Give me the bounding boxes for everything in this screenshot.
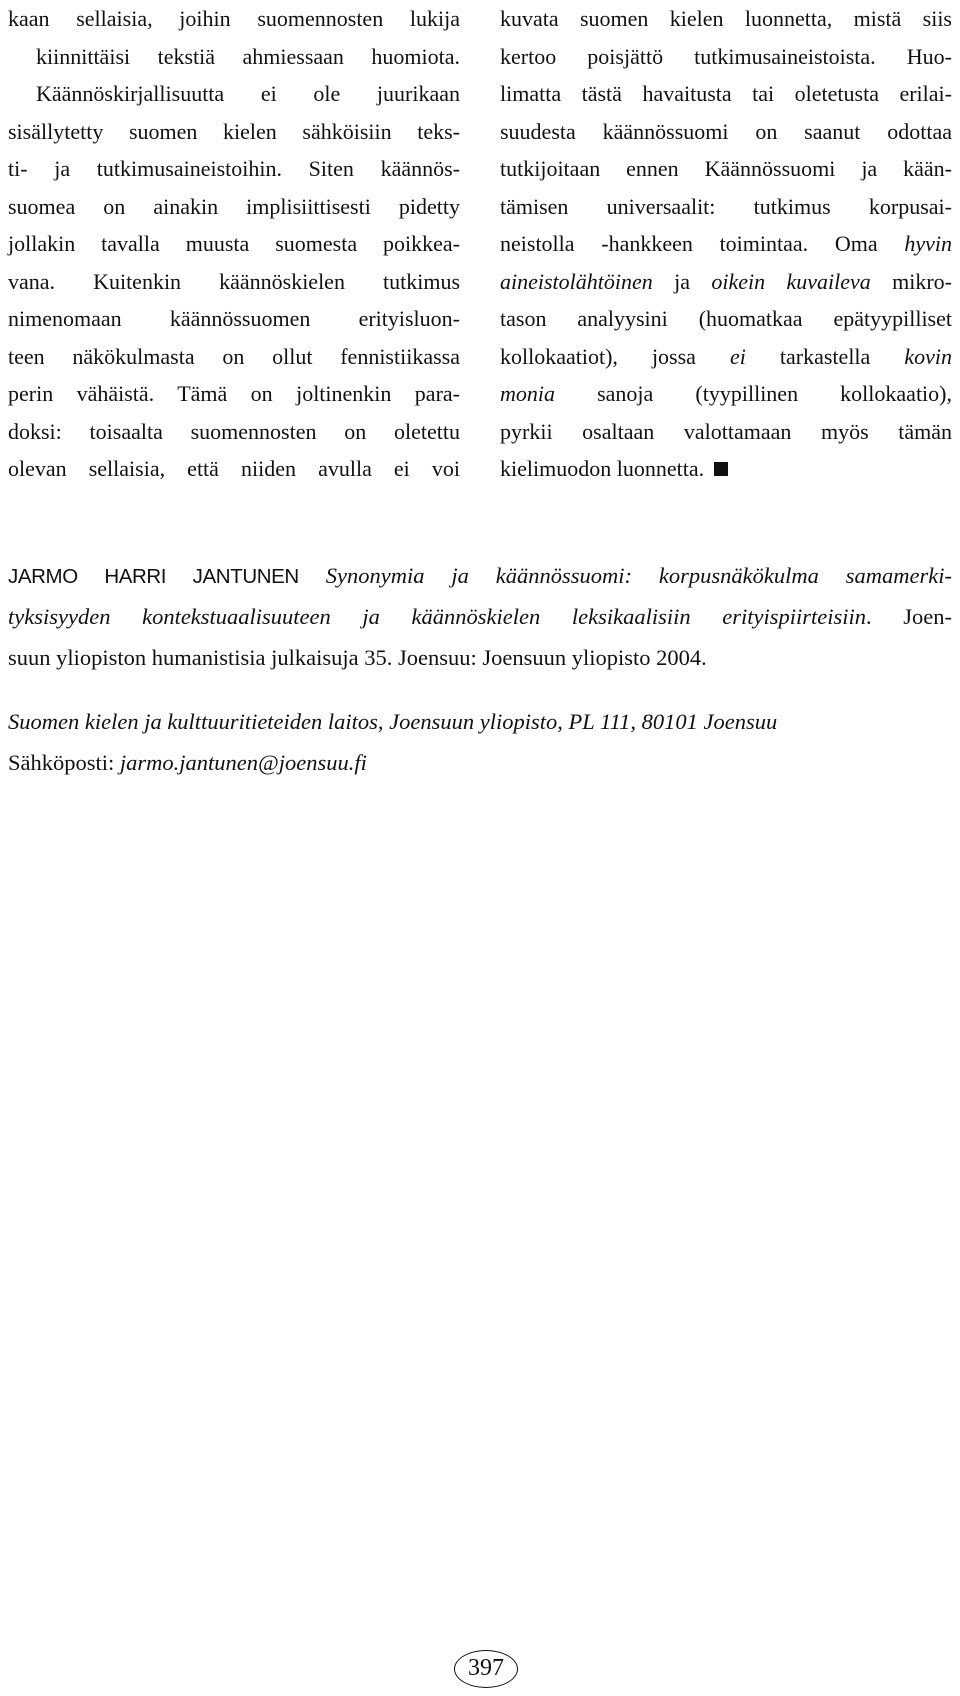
- text-segment: sanoja (tyypillinen kollokaatio),: [555, 381, 952, 406]
- body-text-line: teen näkökulmasta on ollut fennistiikassa: [8, 343, 460, 369]
- body-text-line: kaan sellaisia, joihin suomennosten lukija: [8, 6, 460, 31]
- body-text-line: pyrkii osaltaan valottamaan myös tämän: [500, 418, 952, 444]
- body-text-line: [500, 338, 952, 376]
- right-column: [500, 0, 952, 488]
- author-contact: [8, 701, 952, 783]
- email-label: Sähköposti:: [8, 750, 120, 775]
- email-line: [8, 742, 952, 783]
- body-text-line: limatta tästä havaitusta tai oletetusta erilai-: [500, 81, 952, 106]
- left-column: [8, 0, 460, 488]
- body-text-line: suomea on ainakin implisiittisesti pidetty: [8, 193, 460, 219]
- body-text-line: kiinnittäisi tekstiä ahmiessaan huomiota.: [36, 43, 460, 69]
- body-text-line: jollakin tavalla muusta suomesta poikkea-: [8, 231, 460, 256]
- emphasis-text: aineistolähtöinen: [500, 268, 653, 294]
- body-text-line: perin vähäistä. Tämä on joltinenkin para-: [8, 381, 460, 406]
- body-text-line: [500, 225, 952, 263]
- publication-title: Synonymia ja käännössuomi: korpusnäkökulma samamerki-: [325, 563, 953, 588]
- emphasis-text: monia: [500, 381, 555, 406]
- affiliation: Suomen kielen ja kulttuuritieteiden laitos, Joensuun yliopisto, PL 111, 80101 Joensuu: [8, 709, 778, 734]
- bibliographic-reference: [8, 555, 952, 678]
- body-text-line: suudesta käännössuomi on saanut odottaa: [500, 118, 952, 144]
- body-text-line: tason analyysini (huomatkaa epätyypilliset: [500, 306, 952, 331]
- body-text-line: nimenomaan käännössuomen erityisluon-: [8, 306, 460, 331]
- body-text-line: tämisen universaalit: tutkimus korpusai-: [500, 193, 952, 219]
- body-text-line: kertoo poisjättö tutkimusaineistoista. Huo-: [500, 43, 952, 69]
- body-text-line: doksi: toisaalta suomennosten on oletettu: [8, 418, 460, 444]
- emphasis-text: kovin: [904, 343, 952, 369]
- body-text-line: [500, 375, 952, 413]
- affiliation-line: [8, 701, 952, 742]
- reference-line: [8, 555, 952, 596]
- body-text-line: [500, 263, 952, 301]
- text-segment: neistolla -hankkeen toimintaa. Oma: [500, 231, 905, 256]
- reference-line: suun yliopiston humanistisia julkaisuja 35. Joensuu: Joensuun yliopisto 2004.: [8, 645, 707, 670]
- body-text-line: tutkijoitaan ennen Käännössuomi ja kään-: [500, 156, 952, 181]
- text-segment: mikro-: [870, 268, 952, 294]
- text-segment: . Joen-: [865, 604, 952, 629]
- text-segment: tarkastella: [745, 343, 905, 369]
- emphasis-text: oikein kuvaileva: [711, 268, 871, 294]
- body-text-line: ti- ja tutkimusaineistoihin. Siten käännös-: [8, 156, 460, 181]
- body-text-line: Käännöskirjallisuutta ei ole juurikaan: [36, 81, 460, 106]
- page-number: 397: [454, 1650, 518, 1688]
- author-name: JARMO HARRI JANTUNEN: [8, 565, 299, 588]
- publication-title: tyksisyyden kontekstuaalisuuteen ja käännöskielen leksikaalisiin erityispiirteisiin: [8, 604, 866, 629]
- body-text-line: sisällytetty suomen kielen sähköisiin teks-: [8, 118, 460, 144]
- reference-line: [8, 596, 952, 637]
- body-text-line: [500, 450, 952, 488]
- end-of-article-square-icon: [714, 462, 728, 476]
- body-text-line: kuvata suomen kielen luonnetta, mistä siis: [500, 6, 952, 31]
- text-segment: kielimuodon luonnetta.: [500, 456, 705, 481]
- body-text-line: olevan sellaisia, että niiden avulla ei voi: [8, 456, 460, 481]
- text-segment: kollokaatiot), jossa: [500, 343, 730, 369]
- text-segment: ja: [652, 268, 712, 294]
- emphasis-text: ei: [729, 343, 746, 369]
- email-address: jarmo.jantunen@joensuu.fi: [119, 750, 367, 775]
- body-text-line: vana. Kuitenkin käännöskielen tutkimus: [8, 268, 460, 294]
- emphasis-text: hyvin: [904, 231, 952, 256]
